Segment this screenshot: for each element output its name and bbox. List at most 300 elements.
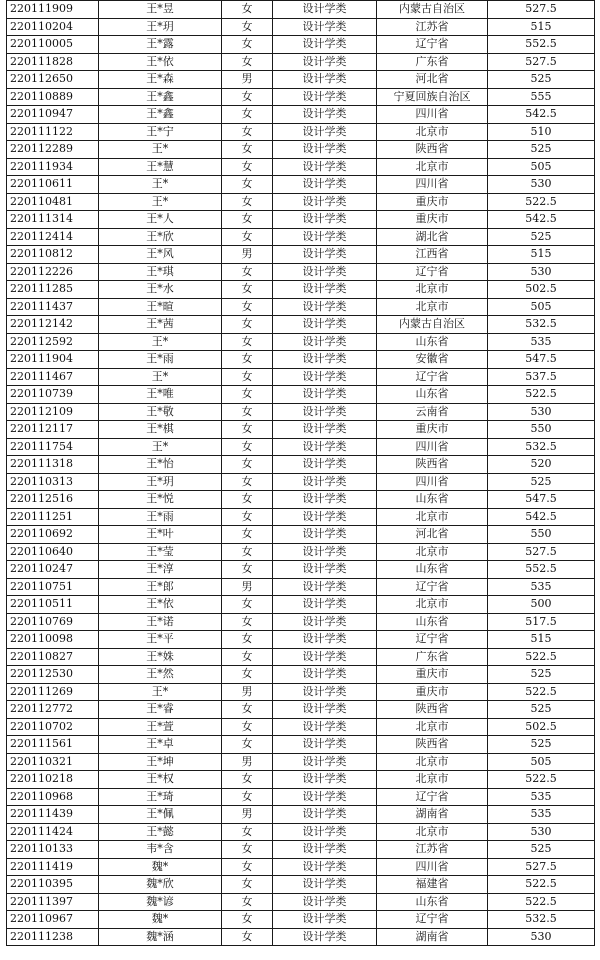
- table-row: [7, 193, 595, 211]
- province-cell: 重庆市: [377, 683, 488, 701]
- major-category-cell: 设计学类: [273, 53, 377, 71]
- score-cell: 515: [488, 246, 595, 264]
- province-cell: 陕西省: [377, 736, 488, 754]
- score-cell: 525: [488, 141, 595, 159]
- candidate-id-cell: 220111318: [7, 456, 99, 474]
- gender-cell: 女: [222, 718, 273, 736]
- candidate-id-cell: 220110751: [7, 578, 99, 596]
- province-cell: 四川省: [377, 106, 488, 124]
- score-cell: 525: [488, 228, 595, 246]
- student-name-cell: 王*怡: [99, 456, 222, 474]
- table-row: [7, 298, 595, 316]
- candidate-id-cell: 220111424: [7, 823, 99, 841]
- major-category-cell: 设计学类: [273, 771, 377, 789]
- score-cell: 542.5: [488, 508, 595, 526]
- table-row: [7, 403, 595, 421]
- candidate-id-cell: 220111397: [7, 893, 99, 911]
- score-cell: 502.5: [488, 281, 595, 299]
- table-row: [7, 858, 595, 876]
- major-category-cell: 设计学类: [273, 893, 377, 911]
- student-name-cell: 王*懿: [99, 823, 222, 841]
- student-name-cell: 王*坤: [99, 753, 222, 771]
- province-cell: 云南省: [377, 403, 488, 421]
- student-name-cell: 魏*涵: [99, 928, 222, 946]
- gender-cell: 女: [222, 88, 273, 106]
- table-row: [7, 561, 595, 579]
- gender-cell: 女: [222, 386, 273, 404]
- table-row: [7, 648, 595, 666]
- student-name-cell: 王*雨: [99, 351, 222, 369]
- gender-cell: 男: [222, 753, 273, 771]
- major-category-cell: 设计学类: [273, 561, 377, 579]
- score-cell: 535: [488, 333, 595, 351]
- student-name-cell: 王*: [99, 438, 222, 456]
- major-category-cell: 设计学类: [273, 543, 377, 561]
- score-cell: 530: [488, 403, 595, 421]
- province-cell: 湖北省: [377, 228, 488, 246]
- table-row: [7, 36, 595, 54]
- province-cell: 辽宁省: [377, 788, 488, 806]
- student-name-cell: 王*琪: [99, 263, 222, 281]
- province-cell: 四川省: [377, 176, 488, 194]
- major-category-cell: 设计学类: [273, 176, 377, 194]
- major-category-cell: 设计学类: [273, 88, 377, 106]
- student-name-cell: 王*平: [99, 631, 222, 649]
- province-cell: 北京市: [377, 596, 488, 614]
- province-cell: 北京市: [377, 543, 488, 561]
- table-row: [7, 701, 595, 719]
- score-cell: 522.5: [488, 893, 595, 911]
- gender-cell: 男: [222, 578, 273, 596]
- candidate-id-cell: 220110947: [7, 106, 99, 124]
- score-cell: 502.5: [488, 718, 595, 736]
- student-name-cell: 王*森: [99, 71, 222, 89]
- candidate-id-cell: 220111828: [7, 53, 99, 71]
- province-cell: 江苏省: [377, 841, 488, 859]
- table-row: [7, 123, 595, 141]
- table-row: [7, 666, 595, 684]
- gender-cell: 女: [222, 298, 273, 316]
- score-cell: 522.5: [488, 193, 595, 211]
- candidate-id-cell: 220111314: [7, 211, 99, 229]
- province-cell: 湖南省: [377, 928, 488, 946]
- major-category-cell: 设计学类: [273, 123, 377, 141]
- gender-cell: 女: [222, 543, 273, 561]
- student-name-cell: 王*昱: [99, 1, 222, 19]
- candidate-id-cell: 220111439: [7, 806, 99, 824]
- gender-cell: 女: [222, 228, 273, 246]
- candidate-id-cell: 220110481: [7, 193, 99, 211]
- province-cell: 陕西省: [377, 456, 488, 474]
- student-name-cell: 韦*含: [99, 841, 222, 859]
- candidate-id-cell: 220111909: [7, 1, 99, 19]
- major-category-cell: 设计学类: [273, 438, 377, 456]
- score-cell: 505: [488, 753, 595, 771]
- gender-cell: 男: [222, 246, 273, 264]
- candidate-id-cell: 220111269: [7, 683, 99, 701]
- score-cell: 530: [488, 823, 595, 841]
- student-name-cell: 王*水: [99, 281, 222, 299]
- student-name-cell: 王*玥: [99, 473, 222, 491]
- table-row: [7, 438, 595, 456]
- score-cell: 535: [488, 806, 595, 824]
- candidate-id-cell: 220111467: [7, 368, 99, 386]
- table-row: [7, 141, 595, 159]
- student-name-cell: 王*睿: [99, 701, 222, 719]
- candidate-id-cell: 220110247: [7, 561, 99, 579]
- major-category-cell: 设计学类: [273, 701, 377, 719]
- student-name-cell: 王*诺: [99, 613, 222, 631]
- major-category-cell: 设计学类: [273, 403, 377, 421]
- student-name-cell: 王*暄: [99, 298, 222, 316]
- table-row: [7, 928, 595, 946]
- candidate-id-cell: 220110889: [7, 88, 99, 106]
- table-row: [7, 368, 595, 386]
- candidate-id-cell: 220112592: [7, 333, 99, 351]
- student-name-cell: 王*茜: [99, 316, 222, 334]
- student-name-cell: 王*: [99, 333, 222, 351]
- major-category-cell: 设计学类: [273, 613, 377, 631]
- gender-cell: 女: [222, 613, 273, 631]
- province-cell: 重庆市: [377, 421, 488, 439]
- province-cell: 湖南省: [377, 806, 488, 824]
- province-cell: 重庆市: [377, 211, 488, 229]
- student-name-cell: 王*依: [99, 596, 222, 614]
- candidate-id-cell: 220111419: [7, 858, 99, 876]
- score-cell: 530: [488, 928, 595, 946]
- candidate-id-cell: 220111437: [7, 298, 99, 316]
- gender-cell: 女: [222, 928, 273, 946]
- major-category-cell: 设计学类: [273, 386, 377, 404]
- student-name-cell: 王*敬: [99, 403, 222, 421]
- major-category-cell: 设计学类: [273, 858, 377, 876]
- score-cell: 547.5: [488, 351, 595, 369]
- gender-cell: 女: [222, 893, 273, 911]
- major-category-cell: 设计学类: [273, 788, 377, 806]
- province-cell: 辽宁省: [377, 578, 488, 596]
- gender-cell: 女: [222, 876, 273, 894]
- province-cell: 北京市: [377, 718, 488, 736]
- score-cell: 522.5: [488, 648, 595, 666]
- student-name-cell: 王*欣: [99, 228, 222, 246]
- score-cell: 530: [488, 176, 595, 194]
- table-row: [7, 176, 595, 194]
- major-category-cell: 设计学类: [273, 456, 377, 474]
- gender-cell: 女: [222, 106, 273, 124]
- candidate-id-cell: 220112530: [7, 666, 99, 684]
- student-name-cell: 王*莹: [99, 543, 222, 561]
- score-cell: 532.5: [488, 316, 595, 334]
- score-cell: 542.5: [488, 106, 595, 124]
- gender-cell: 女: [222, 316, 273, 334]
- province-cell: 河北省: [377, 71, 488, 89]
- gender-cell: 女: [222, 648, 273, 666]
- score-cell: 532.5: [488, 438, 595, 456]
- candidate-id-cell: 220110204: [7, 18, 99, 36]
- major-category-cell: 设计学类: [273, 666, 377, 684]
- major-category-cell: 设计学类: [273, 526, 377, 544]
- score-cell: 522.5: [488, 876, 595, 894]
- candidate-id-cell: 220110005: [7, 36, 99, 54]
- province-cell: 北京市: [377, 508, 488, 526]
- student-name-cell: 王*慧: [99, 158, 222, 176]
- score-cell: 525: [488, 473, 595, 491]
- student-name-cell: 王*叶: [99, 526, 222, 544]
- score-cell: 525: [488, 701, 595, 719]
- major-category-cell: 设计学类: [273, 718, 377, 736]
- table-row: [7, 613, 595, 631]
- score-cell: 522.5: [488, 386, 595, 404]
- candidate-id-cell: 220110511: [7, 596, 99, 614]
- gender-cell: 女: [222, 158, 273, 176]
- province-cell: 辽宁省: [377, 368, 488, 386]
- major-category-cell: 设计学类: [273, 158, 377, 176]
- candidate-id-cell: 220110218: [7, 771, 99, 789]
- table-row: [7, 526, 595, 544]
- student-name-cell: 王*宁: [99, 123, 222, 141]
- student-name-cell: 魏*谚: [99, 893, 222, 911]
- candidate-id-cell: 220111238: [7, 928, 99, 946]
- score-cell: 542.5: [488, 211, 595, 229]
- student-name-cell: 王*人: [99, 211, 222, 229]
- table-row: [7, 473, 595, 491]
- candidate-id-cell: 220110692: [7, 526, 99, 544]
- table-row: [7, 806, 595, 824]
- candidate-id-cell: 220111934: [7, 158, 99, 176]
- score-cell: 520: [488, 456, 595, 474]
- table-row: [7, 911, 595, 929]
- table-row: [7, 508, 595, 526]
- province-cell: 四川省: [377, 858, 488, 876]
- table-row: [7, 351, 595, 369]
- candidate-id-cell: 220110313: [7, 473, 99, 491]
- candidate-id-cell: 220110640: [7, 543, 99, 561]
- table-row: [7, 263, 595, 281]
- score-cell: 525: [488, 666, 595, 684]
- province-cell: 宁夏回族自治区: [377, 88, 488, 106]
- major-category-cell: 设计学类: [273, 1, 377, 19]
- major-category-cell: 设计学类: [273, 473, 377, 491]
- table-row: [7, 876, 595, 894]
- gender-cell: 女: [222, 281, 273, 299]
- student-name-cell: 王*唯: [99, 386, 222, 404]
- score-cell: 515: [488, 631, 595, 649]
- score-cell: 525: [488, 841, 595, 859]
- province-cell: 北京市: [377, 753, 488, 771]
- candidate-id-cell: 220110133: [7, 841, 99, 859]
- score-cell: 522.5: [488, 771, 595, 789]
- major-category-cell: 设计学类: [273, 141, 377, 159]
- candidate-id-cell: 220112289: [7, 141, 99, 159]
- province-cell: 广东省: [377, 53, 488, 71]
- gender-cell: 女: [222, 421, 273, 439]
- gender-cell: 女: [222, 333, 273, 351]
- student-name-cell: 魏*: [99, 911, 222, 929]
- table-row: [7, 736, 595, 754]
- gender-cell: 女: [222, 526, 273, 544]
- table-row: [7, 456, 595, 474]
- gender-cell: 女: [222, 491, 273, 509]
- score-cell: 500: [488, 596, 595, 614]
- gender-cell: 女: [222, 508, 273, 526]
- candidate-id-cell: 220110769: [7, 613, 99, 631]
- gender-cell: 女: [222, 1, 273, 19]
- major-category-cell: 设计学类: [273, 736, 377, 754]
- gender-cell: 女: [222, 788, 273, 806]
- candidate-id-cell: 220110827: [7, 648, 99, 666]
- score-cell: 537.5: [488, 368, 595, 386]
- province-cell: 辽宁省: [377, 631, 488, 649]
- major-category-cell: 设计学类: [273, 246, 377, 264]
- table-row: [7, 211, 595, 229]
- student-name-cell: 王*郎: [99, 578, 222, 596]
- score-cell: 527.5: [488, 858, 595, 876]
- score-cell: 550: [488, 421, 595, 439]
- major-category-cell: 设计学类: [273, 316, 377, 334]
- province-cell: 广东省: [377, 648, 488, 666]
- score-cell: 547.5: [488, 491, 595, 509]
- score-cell: 517.5: [488, 613, 595, 631]
- major-category-cell: 设计学类: [273, 911, 377, 929]
- province-cell: 江苏省: [377, 18, 488, 36]
- student-name-cell: 王*萱: [99, 718, 222, 736]
- major-category-cell: 设计学类: [273, 351, 377, 369]
- major-category-cell: 设计学类: [273, 491, 377, 509]
- candidate-id-cell: 220112109: [7, 403, 99, 421]
- candidate-id-cell: 220110812: [7, 246, 99, 264]
- gender-cell: 男: [222, 806, 273, 824]
- score-cell: 527.5: [488, 543, 595, 561]
- province-cell: 山东省: [377, 386, 488, 404]
- gender-cell: 女: [222, 841, 273, 859]
- major-category-cell: 设计学类: [273, 211, 377, 229]
- candidate-id-cell: 220111122: [7, 123, 99, 141]
- gender-cell: 女: [222, 701, 273, 719]
- major-category-cell: 设计学类: [273, 841, 377, 859]
- candidate-id-cell: 220112226: [7, 263, 99, 281]
- table-row: [7, 893, 595, 911]
- student-name-cell: 王*风: [99, 246, 222, 264]
- gender-cell: 女: [222, 368, 273, 386]
- table-row: [7, 631, 595, 649]
- score-cell: 515: [488, 18, 595, 36]
- major-category-cell: 设计学类: [273, 18, 377, 36]
- score-cell: 550: [488, 526, 595, 544]
- student-name-cell: 王*: [99, 683, 222, 701]
- table-row: [7, 753, 595, 771]
- gender-cell: 女: [222, 858, 273, 876]
- province-cell: 辽宁省: [377, 911, 488, 929]
- candidate-id-cell: 220110702: [7, 718, 99, 736]
- score-cell: 525: [488, 736, 595, 754]
- student-name-cell: 王*姝: [99, 648, 222, 666]
- province-cell: 北京市: [377, 158, 488, 176]
- major-category-cell: 设计学类: [273, 806, 377, 824]
- score-cell: 552.5: [488, 561, 595, 579]
- table-row: [7, 823, 595, 841]
- table-row: [7, 788, 595, 806]
- student-name-cell: 王*雨: [99, 508, 222, 526]
- student-name-cell: 王*玥: [99, 18, 222, 36]
- student-name-cell: 王*卓: [99, 736, 222, 754]
- province-cell: 重庆市: [377, 666, 488, 684]
- table-row: [7, 578, 595, 596]
- province-cell: 陕西省: [377, 701, 488, 719]
- candidate-id-cell: 220112650: [7, 71, 99, 89]
- score-cell: 505: [488, 298, 595, 316]
- table-row: [7, 281, 595, 299]
- candidate-id-cell: 220111285: [7, 281, 99, 299]
- gender-cell: 女: [222, 141, 273, 159]
- province-cell: 四川省: [377, 438, 488, 456]
- table-row: [7, 228, 595, 246]
- table-row: [7, 53, 595, 71]
- table-row: [7, 386, 595, 404]
- major-category-cell: 设计学类: [273, 928, 377, 946]
- province-cell: 安徽省: [377, 351, 488, 369]
- student-name-cell: 王*悦: [99, 491, 222, 509]
- table-row: [7, 158, 595, 176]
- major-category-cell: 设计学类: [273, 508, 377, 526]
- candidate-id-cell: 220112772: [7, 701, 99, 719]
- major-category-cell: 设计学类: [273, 596, 377, 614]
- table-row: [7, 333, 595, 351]
- province-cell: 江西省: [377, 246, 488, 264]
- table-row: [7, 596, 595, 614]
- gender-cell: 女: [222, 823, 273, 841]
- score-cell: 552.5: [488, 36, 595, 54]
- student-name-cell: 王*: [99, 368, 222, 386]
- province-cell: 辽宁省: [377, 263, 488, 281]
- score-cell: 522.5: [488, 683, 595, 701]
- major-category-cell: 设计学类: [273, 263, 377, 281]
- major-category-cell: 设计学类: [273, 228, 377, 246]
- student-name-cell: 王*淳: [99, 561, 222, 579]
- province-cell: 内蒙古自治区: [377, 316, 488, 334]
- major-category-cell: 设计学类: [273, 36, 377, 54]
- province-cell: 北京市: [377, 281, 488, 299]
- table-row: [7, 71, 595, 89]
- table-row: [7, 683, 595, 701]
- score-cell: 525: [488, 71, 595, 89]
- candidate-id-cell: 220111251: [7, 508, 99, 526]
- student-name-cell: 王*佩: [99, 806, 222, 824]
- province-cell: 山东省: [377, 333, 488, 351]
- gender-cell: 女: [222, 456, 273, 474]
- gender-cell: 女: [222, 36, 273, 54]
- student-name-cell: 王*: [99, 176, 222, 194]
- province-cell: 陕西省: [377, 141, 488, 159]
- gender-cell: 女: [222, 561, 273, 579]
- admission-roster-table: [6, 0, 595, 946]
- student-name-cell: 魏*欣: [99, 876, 222, 894]
- candidate-id-cell: 220112117: [7, 421, 99, 439]
- table-row: [7, 1, 595, 19]
- table-row: [7, 88, 595, 106]
- province-cell: 山东省: [377, 613, 488, 631]
- table-row: [7, 841, 595, 859]
- table-row: [7, 421, 595, 439]
- major-category-cell: 设计学类: [273, 578, 377, 596]
- candidate-id-cell: 220111561: [7, 736, 99, 754]
- major-category-cell: 设计学类: [273, 333, 377, 351]
- gender-cell: 女: [222, 176, 273, 194]
- major-category-cell: 设计学类: [273, 71, 377, 89]
- student-name-cell: 王*露: [99, 36, 222, 54]
- gender-cell: 女: [222, 211, 273, 229]
- candidate-id-cell: 220110967: [7, 911, 99, 929]
- student-name-cell: 王*权: [99, 771, 222, 789]
